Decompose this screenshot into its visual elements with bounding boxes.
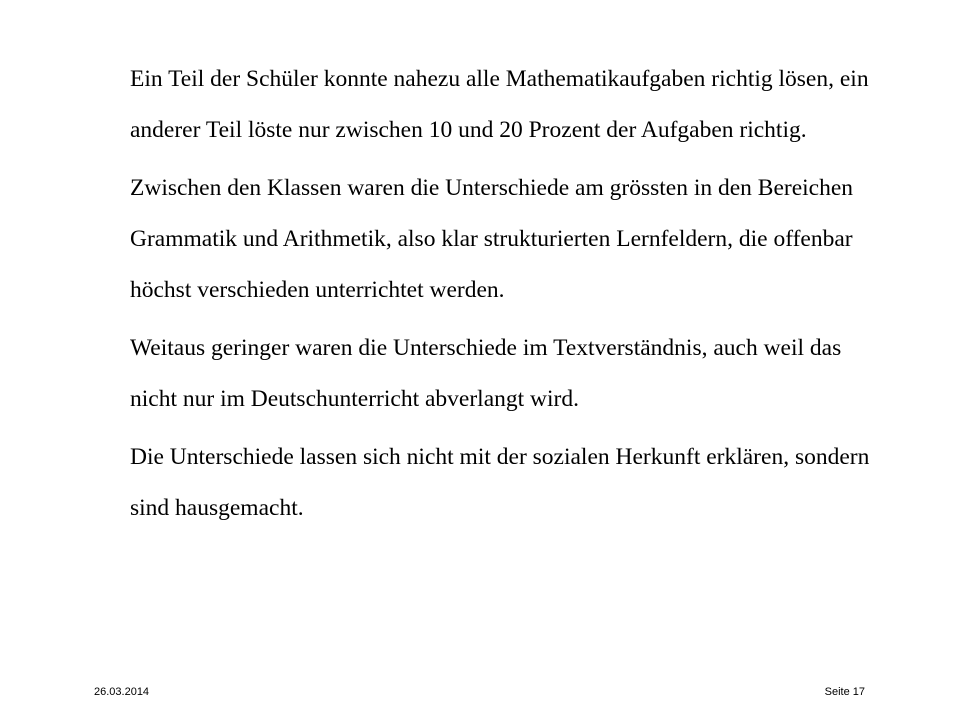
bullet-item — [90, 432, 890, 534]
bullet-text: Weitaus geringer waren die Unterschiede im Textverständnis, auch weil das nicht nur im Deutschunterricht abverlangt wird. — [130, 335, 842, 412]
bullet-list — [90, 54, 890, 541]
bullet-item — [90, 163, 890, 316]
footer-page-number: Seite 17 — [824, 686, 865, 698]
footer-date: 26.03.2014 — [94, 686, 150, 698]
bullet-text: Ein Teil der Schüler konnte nahezu alle Mathematikaufgaben richtig lösen, ein anderer Teil löste nur zwischen 10 und 20 Prozent der Aufgaben richtig. — [130, 66, 869, 143]
bullet-item — [90, 54, 890, 156]
bullet-text: Die Unterschiede lassen sich nicht mit der sozialen Herkunft erklären, sondern sind hausgemacht. — [130, 444, 870, 521]
bullet-item — [90, 323, 890, 425]
bullet-text: Zwischen den Klassen waren die Unterschiede am grössten in den Bereichen Grammatik und Arithmetik, also klar strukturierten Lernfeldern, die offenbar höchst verschieden unterrichtet werden. — [130, 175, 854, 303]
